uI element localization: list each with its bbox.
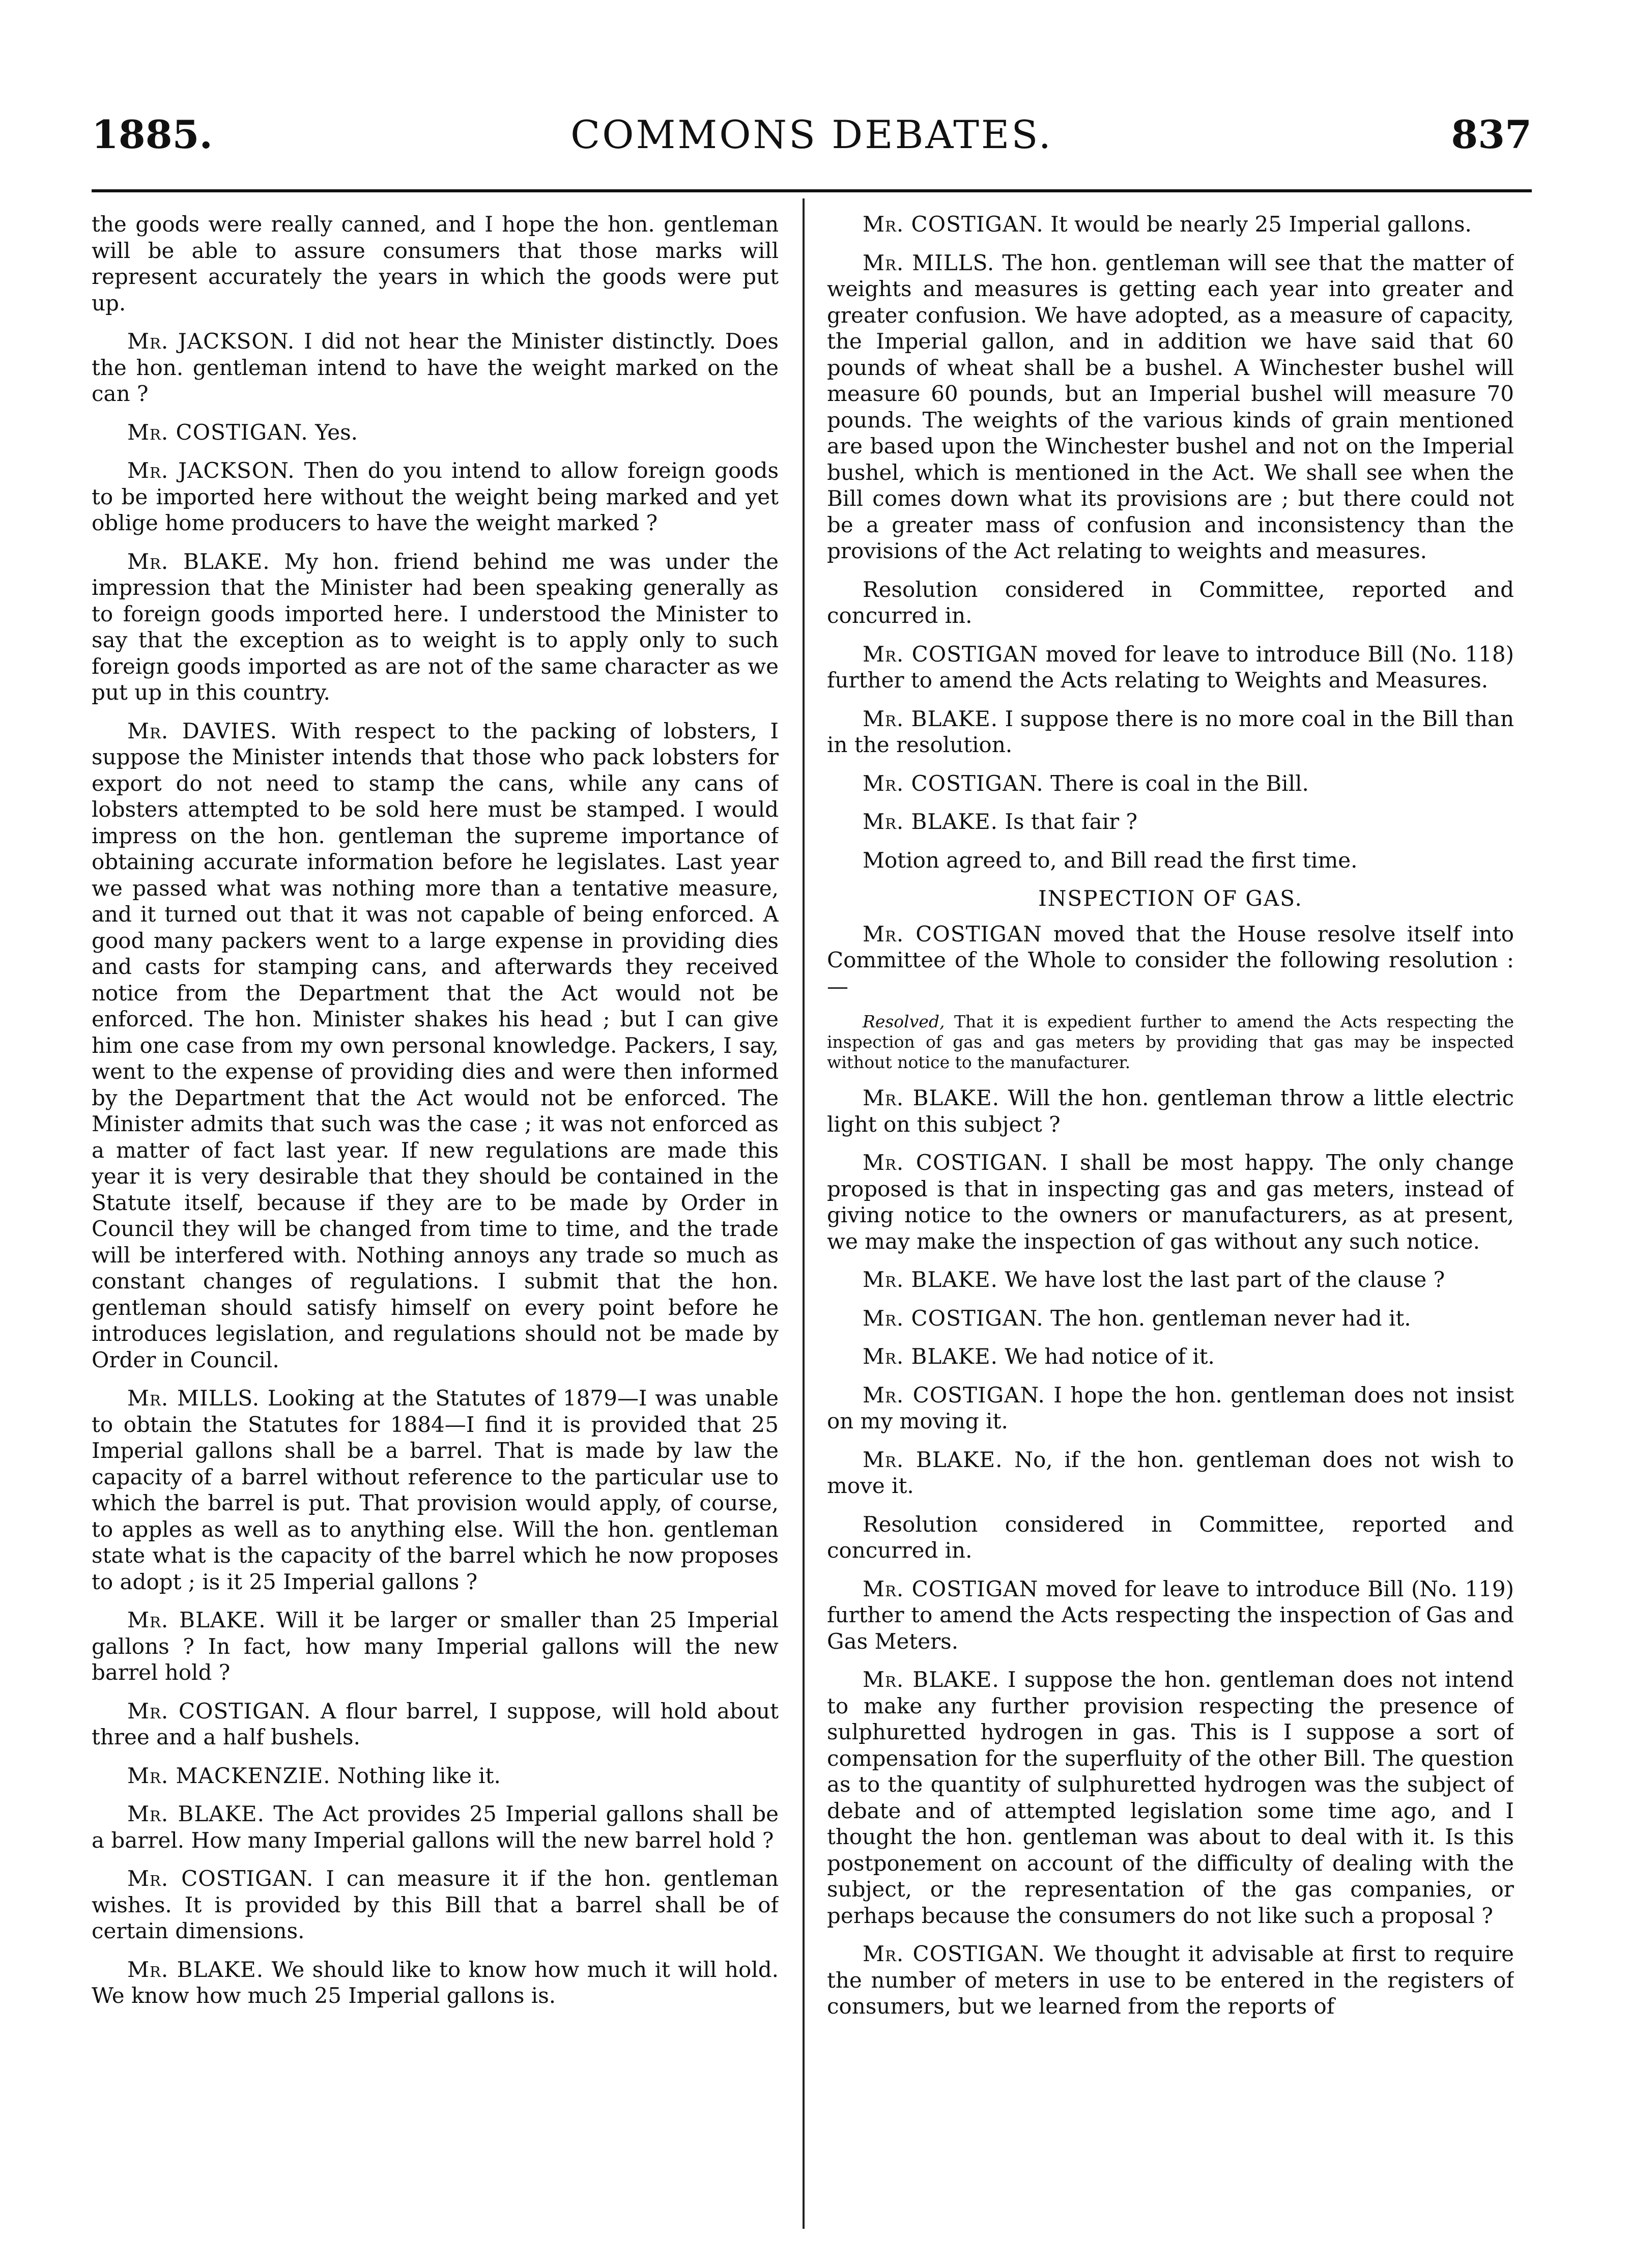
- speech-text: The hon. gentleman never had it.: [1050, 1305, 1411, 1331]
- speaker-name: Mr. BLAKE.: [863, 1667, 999, 1692]
- speaker-name: Mr. BLAKE.: [127, 549, 270, 574]
- speech-text: Will it be larger or smaller than 25 Imperial gallons ? In fact, how many Imperial gallons will the new barrel hold ?: [92, 1607, 779, 1685]
- speaker-name: Mr. COSTIGAN.: [863, 1305, 1044, 1331]
- speaker-name: Mr. BLAKE.: [127, 1607, 266, 1632]
- speech-text: With respect to the packing of lobsters, I suppose the Minister intends that those who pack lobsters for export do not need to stamp the cans, while any cans of lobsters attempted to be sold here must be stamped. I would impress on the hon. gentleman the supreme importance of obtaining accurate information before he legislates. Last year we passed what was nothing more than a tentative measure, and it turned out that it was not capable of being enforced. A good many packers went to a large expense in providing dies and casts for stamping cans, and afterwards they received notice from the Department that the Act would not be enforced. The hon. Minister shakes his head ; but I can give him one case from my own personal knowledge. Packers, I say, went to the expense of providing dies and were then informed by the Department that the Act would not be enforced. The Minister admits that such was the case ; it was not enforced as a matter of fact last year. If new regulations are made this year it is very desirable that they should be contained in the Statute itself, because if they are to be made by Order in Council they will be changed from time to time, and the trade will be interfered with. Nothing annoys any trade so much as constant changes of regulations. I submit that the hon. gentleman should satisfy himself on every point before he introduces legislation, and regulations should not be made by Order in Council.: [92, 718, 779, 1372]
- speech-paragraph: [92, 1801, 779, 1853]
- speech-paragraph: [92, 1957, 779, 2009]
- speech-paragraph: [827, 577, 1514, 629]
- speech-paragraph: [827, 1941, 1514, 2020]
- speech-paragraph: [827, 211, 1514, 238]
- column-divider: [803, 198, 805, 2229]
- speech-paragraph: [92, 1698, 779, 1750]
- speech-paragraph: [827, 1576, 1514, 1655]
- page-header: [92, 102, 1532, 163]
- speaker-name: Mr. COSTIGAN.: [863, 1941, 1045, 1966]
- speech-paragraph: [92, 419, 779, 446]
- speaker-name: Mr. BLAKE.: [127, 1801, 265, 1826]
- speech-paragraph: [92, 1607, 779, 1686]
- speaker-name: Mr. BLAKE.: [863, 706, 998, 731]
- speech-paragraph: [92, 549, 779, 706]
- speech-text: I did not hear the Minister distinctly. Does the hon. gentleman intend to have the weight marked on the can ?: [92, 329, 779, 406]
- speech-text: Looking at the Statutes of 1879—I was unable to obtain the Statutes for 1884—I find it is provided that 25 Imperial gallons shall be a barrel. That is made by law the capacity of a barrel without reference to the particular use to which the barrel is put. That provision would apply, of course, to apples as well as to anything else. Will the hon. gentleman state what is the capacity of the barrel which he now proposes to adopt ; is it 25 Imperial gallons ?: [92, 1386, 779, 1594]
- right-column: [827, 211, 1514, 2224]
- speaker-name: Mr. COSTIGAN.: [127, 419, 308, 445]
- speech-paragraph: [827, 809, 1514, 835]
- speech-text: Motion agreed to, and Bill read the first time.: [863, 847, 1358, 873]
- speech-paragraph: [827, 1382, 1514, 1434]
- speaker-name: Mr. MACKENZIE.: [127, 1763, 331, 1788]
- speech-text: The Act provides 25 Imperial gallons shall be a barrel. How many Imperial gallons will the new barrel hold ?: [92, 1801, 779, 1853]
- speech-text: I can measure it if the hon. gentleman wishes. It is provided by this Bill that a barrel shall be of certain dimensions.: [92, 1866, 779, 1943]
- page: [92, 102, 1532, 2229]
- speech-text: We have lost the last part of the clause ?: [1005, 1267, 1445, 1292]
- speech-text: There is coal in the Bill.: [1050, 770, 1309, 796]
- speaker-name: Mr. MILLS.: [127, 1386, 260, 1411]
- speaker-name: Mr. JACKSON.: [127, 329, 295, 354]
- speaker-name: Mr. COSTIGAN.: [127, 1698, 311, 1724]
- speech-paragraph: [827, 1511, 1514, 1564]
- speech-text: moved for leave to introduce Bill (No. 119) further to amend the Acts respecting the inspection of Gas and Gas Meters.: [827, 1576, 1514, 1654]
- speech-text: Resolution considered in Committee, reported and concurred in.: [827, 1511, 1514, 1563]
- left-column: [92, 211, 779, 2224]
- speaker-name: Mr. COSTIGAN.: [863, 212, 1044, 237]
- speech-text: I suppose the hon. gentleman does not intend to make any further provision respecting the presence of sulphuretted hydrogen in gas. This is I suppose a sort of compensation for the superfluity of the other Bill. The question as to the quantity of sulphuretted hydrogen was the subject of debate and of attempted legislation some time ago, and I thought the hon. gentleman was about to deal with it. Is this postponement on account of the difficulty of dealing with the subject, or the representation of the gas companies, or perhaps because the consumers do not like such a proposal ?: [827, 1667, 1514, 1928]
- speaker-name: Mr. COSTIGAN: [863, 1576, 1039, 1601]
- speech-paragraph: [92, 1865, 779, 1944]
- speech-text: Nothing like it.: [337, 1763, 501, 1788]
- speaker-name: Mr. COSTIGAN.: [863, 1150, 1049, 1175]
- speech-text: moved for leave to introduce Bill (No. 118) further to amend the Acts relating to Weights and Measures.: [827, 641, 1514, 693]
- speech-text: Then do you intend to allow foreign goods to be imported here without the weight being marked and yet oblige home producers to have the weight marked ?: [92, 458, 779, 535]
- speech-text: I suppose there is no more coal in the Bill than in the resolution.: [827, 706, 1514, 757]
- speaker-name: Mr. COSTIGAN.: [127, 1866, 314, 1891]
- speaker-name: Mr. BLAKE.: [863, 1267, 998, 1292]
- speaker-name: Mr. COSTIGAN: [863, 921, 1042, 946]
- speaker-name: Mr. JACKSON.: [127, 458, 295, 483]
- speech-text: A flour barrel, I suppose, will hold about three and a half bushels.: [92, 1698, 779, 1749]
- speech-text: I hope the hon. gentleman does not insist on my moving it.: [827, 1382, 1514, 1433]
- speech-paragraph: [92, 718, 779, 1373]
- resolution-text: [827, 1012, 1514, 1073]
- speech-text: No, if the hon. gentleman does not wish to move it.: [827, 1447, 1514, 1498]
- speech-paragraph: [92, 328, 779, 407]
- speech-paragraph: [827, 1150, 1514, 1254]
- speech-paragraph: [827, 770, 1514, 797]
- header-rule: [92, 189, 1532, 192]
- speech-text: We thought it advisable at first to require the number of meters in use to be entered in the registers of consumers, but we learned from the reports of: [827, 1941, 1514, 2019]
- speech-paragraph: [827, 1343, 1514, 1370]
- speaker-name: Mr. BLAKE.: [863, 1447, 1003, 1472]
- header-title: COMMONS DEBATES.: [570, 112, 1053, 157]
- header-page-number: 837: [1451, 112, 1532, 157]
- resolution-lead: Resolved,: [863, 1012, 945, 1031]
- speech-text: My hon. friend behind me was under the impression that the Minister had been speaking generally as to foreign goods imported here. I understood the Minister to say that the exception as to weight is to apply only to such foreign goods imported as are not of the same character as we put up in this country.: [92, 549, 779, 705]
- speaker-name: Mr. MILLS.: [863, 250, 995, 275]
- speech-paragraph: [92, 211, 779, 316]
- speech-paragraph: [827, 1085, 1514, 1137]
- speech-paragraph: [827, 641, 1514, 694]
- speaker-name: Mr. COSTIGAN: [863, 641, 1039, 667]
- speech-paragraph: [827, 921, 1514, 1000]
- speaker-name: Mr. BLAKE.: [863, 809, 998, 834]
- speech-paragraph: [827, 1305, 1514, 1332]
- speech-paragraph: [827, 250, 1514, 564]
- speech-paragraph: [827, 847, 1514, 874]
- header-year: 1885.: [92, 112, 213, 157]
- speech-text: The hon. gentleman will see that the matter of weights and measures is getting each year into greater and greater confusion. We have adopted, as a measure of capacity, the Imperial gallon, and in addition we have said that 60 pounds of wheat shall be a bushel. A Winchester bushel will measure 60 pounds, but an Imperial bushel will measure 70 pounds. The weights of the various kinds of grain mentioned are based upon the Winchester bushel and not on the Imperial bushel, which is mentioned in the Act. We shall see when the Bill comes down what its provisions are ; but there could not be a greater mass of confusion and inconsistency than the provisions of the Act relating to weights and measures.: [827, 250, 1514, 563]
- speaker-name: Mr. BLAKE.: [863, 1085, 1000, 1110]
- speaker-name: Mr. DAVIES.: [127, 718, 278, 743]
- speaker-name: Mr. BLAKE.: [863, 1344, 998, 1369]
- speech-text: We had notice of it.: [1005, 1344, 1215, 1369]
- speech-text: It would be nearly 25 Imperial gallons.: [1050, 212, 1472, 237]
- section-heading: INSPECTION OF GAS.: [1038, 886, 1303, 911]
- speech-text: Will the hon. gentleman throw a little electric light on this subject ?: [827, 1085, 1514, 1137]
- speech-paragraph: [827, 1267, 1514, 1293]
- speaker-name: Mr. COSTIGAN.: [863, 1382, 1045, 1408]
- speech-paragraph: [92, 1763, 779, 1789]
- speech-text: the goods were really canned, and I hope the hon. gentleman will be able to assure consumers that those marks will represent accurately the years in which the goods were put up.: [92, 212, 779, 315]
- speech-paragraph: [827, 1447, 1514, 1499]
- speech-text: Resolution considered in Committee, reported and concurred in.: [827, 577, 1514, 628]
- speech-text: Is that fair ?: [1005, 809, 1138, 834]
- speech-paragraph: [92, 457, 779, 536]
- speech-text: I shall be most happy. The only change proposed is that in inspecting gas and gas meters, instead of giving notice to the owners or manufacturers, as at present, we may make the inspection of gas without any such notice.: [827, 1150, 1514, 1254]
- speech-paragraph: [827, 1667, 1514, 1929]
- speech-paragraph: [92, 1385, 779, 1595]
- speech-text: We should like to know how much it will hold. We know how much 25 Imperial gallons is.: [92, 1957, 779, 2008]
- resolution-body: That it is expedient further to amend the Acts respecting the inspection of gas and gas meters by providing that gas may be inspected without notice to the manufacturer.: [827, 1012, 1514, 1072]
- speaker-name: Mr. COSTIGAN.: [863, 770, 1044, 796]
- speaker-name: Mr. BLAKE.: [127, 1957, 264, 1982]
- speech-paragraph: [827, 706, 1514, 758]
- speech-text: moved that the House resolve itself into Committee of the Whole to consider the following resolution :—: [827, 921, 1514, 999]
- speech-text: Yes.: [315, 419, 358, 445]
